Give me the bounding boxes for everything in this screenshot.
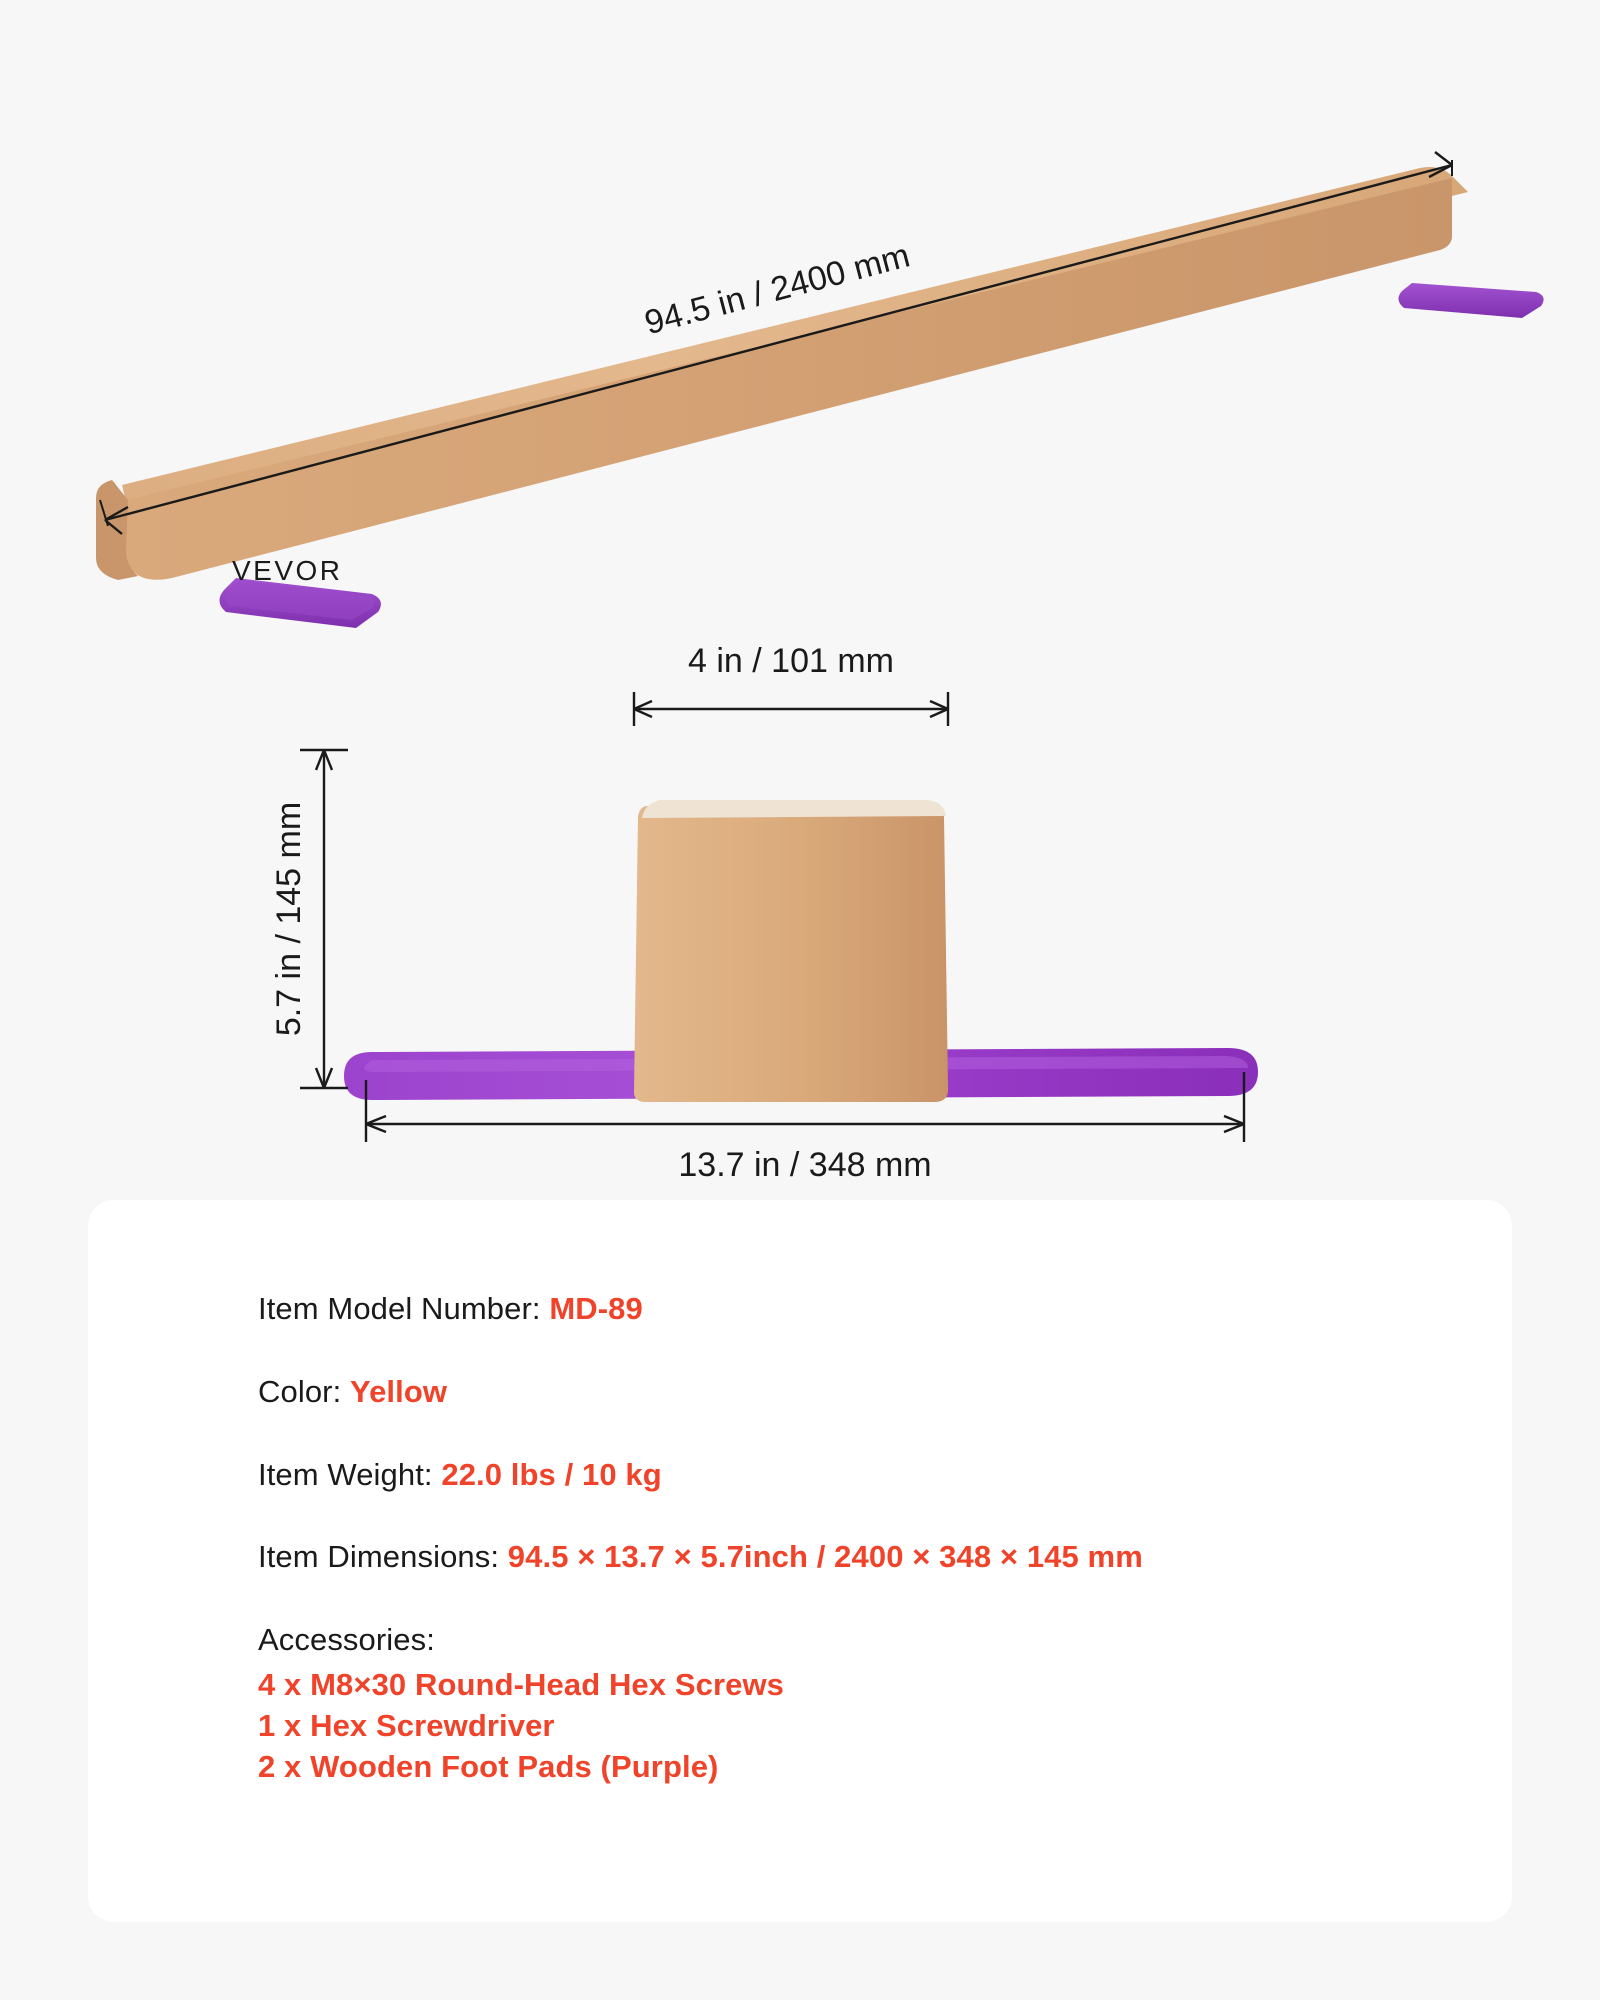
spec-row-model bbox=[258, 1290, 1452, 1329]
spec-value-color: Yellow bbox=[350, 1373, 448, 1409]
accessories-item: 2 x Wooden Foot Pads (Purple) bbox=[258, 1749, 719, 1785]
spec-label-color: Color: bbox=[258, 1373, 342, 1409]
spec-label-dimensions: Item Dimensions: bbox=[258, 1539, 500, 1575]
balance-beam-cross-section-illustration bbox=[0, 640, 1600, 1200]
spec-row-weight bbox=[258, 1456, 1452, 1495]
beam-width-label: 4 in / 101 mm bbox=[688, 642, 894, 680]
balance-beam-perspective-illustration bbox=[0, 0, 1600, 700]
spec-row-dimensions bbox=[258, 1538, 1452, 1577]
spec-label-weight: Item Weight: bbox=[258, 1456, 433, 1492]
spec-row-color bbox=[258, 1373, 1452, 1412]
beam-height-label: 5.7 in / 145 mm bbox=[270, 801, 308, 1037]
spec-value-dimensions: 94.5 × 13.7 × 5.7inch / 2400 × 348 × 145 mm bbox=[507, 1539, 1143, 1575]
specification-list bbox=[258, 1290, 1452, 1787]
spec-row-accessories bbox=[258, 1621, 1452, 1787]
accessories-item: 1 x Hex Screwdriver bbox=[258, 1707, 555, 1743]
spec-value-model: MD-89 bbox=[549, 1291, 643, 1326]
specification-card bbox=[88, 1200, 1512, 1922]
accessories-item: 4 x M8×30 Round-Head Hex Screws bbox=[258, 1666, 784, 1702]
beam-cross-section bbox=[634, 800, 948, 1102]
brand-logo: VEVOR bbox=[232, 555, 343, 586]
width-dimension bbox=[634, 692, 948, 726]
accessories-title: Accessories: bbox=[258, 1622, 435, 1657]
spec-label-model: Item Model Number: bbox=[258, 1291, 541, 1326]
foot-pad-right bbox=[1398, 283, 1543, 318]
base-width-label: 13.7 in / 348 mm bbox=[678, 1146, 932, 1184]
beam-body bbox=[96, 167, 1468, 580]
beam-length-label: 94.5 in / 2400 mm bbox=[640, 236, 914, 343]
spec-value-weight: 22.0 lbs / 10 kg bbox=[441, 1456, 662, 1492]
